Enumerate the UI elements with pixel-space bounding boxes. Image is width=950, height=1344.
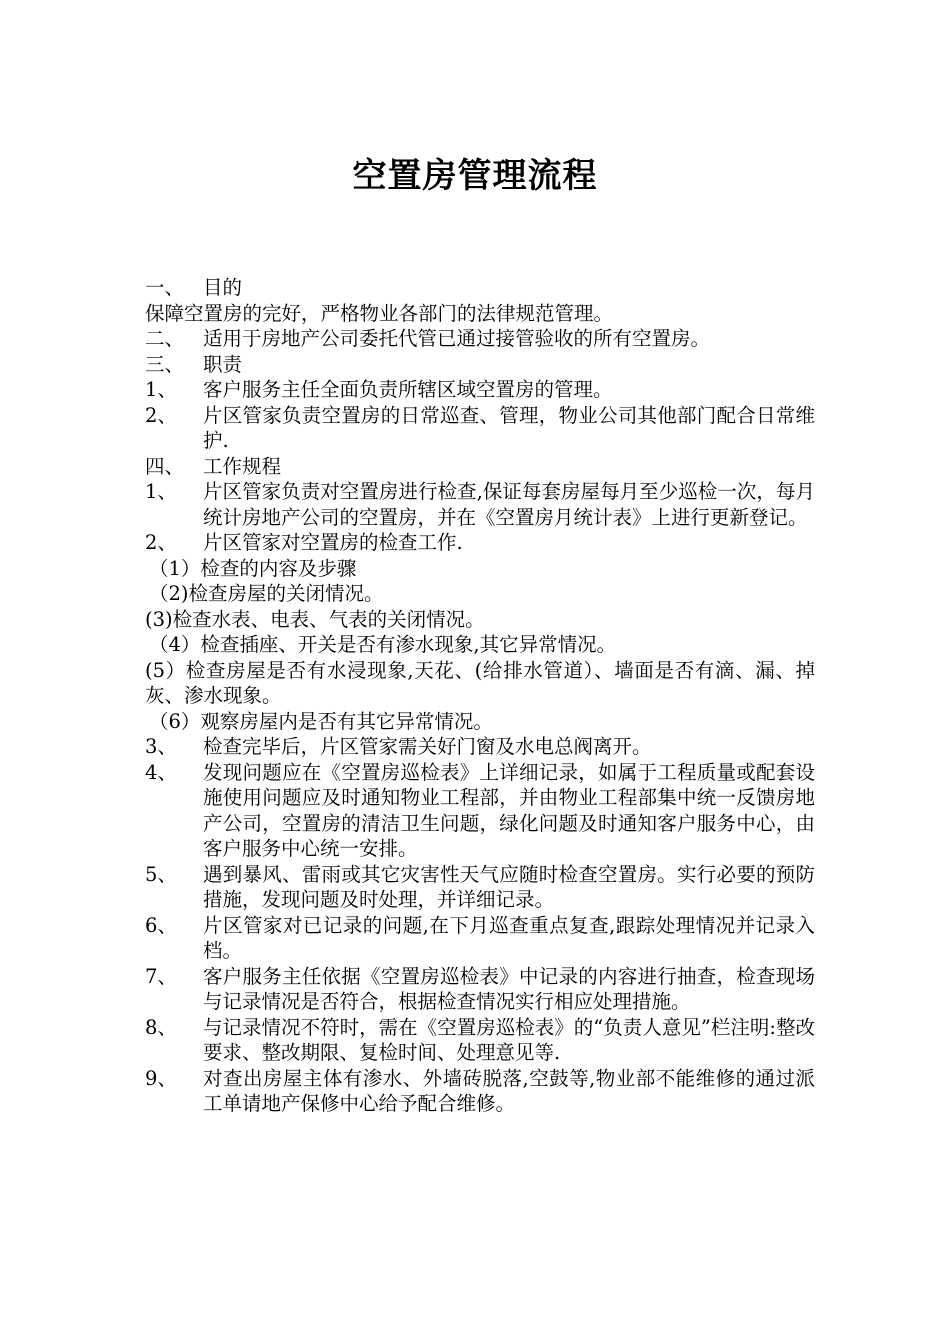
item-text: 客户服务主任依据《空置房巡检表》中记录的内容进行抽查，检查现场与记录情况是否符合，根据检查情况实行相应处理措施。	[203, 964, 815, 1013]
sub-item: (5）检查房屋是否有水浸现象,天花、(给排水管道）、墙面是否有滴、漏、掉灰、渗水现象。	[145, 658, 815, 707]
item-text: 客户服务主任全面负责所辖区域空置房的管理。	[203, 378, 613, 401]
item-number: 2、	[145, 531, 177, 554]
document-body	[145, 275, 815, 1117]
section-heading	[145, 326, 815, 352]
section-number: 二、	[145, 327, 185, 350]
list-item	[145, 760, 815, 862]
section-text: 职责	[203, 352, 243, 376]
section-text: 目的	[203, 276, 243, 299]
section-number: 一、	[145, 276, 185, 299]
item-number: 3、	[145, 735, 177, 758]
section-text: 工作规程	[203, 454, 282, 478]
sub-item: （2)检查房屋的关闭情况。	[149, 582, 384, 605]
item-text: 片区管家对已记录的问题,在下月巡查重点复查,跟踪处理情况并记录入档。	[203, 913, 815, 962]
section-heading	[145, 454, 815, 480]
item-number: 6、	[145, 913, 177, 937]
sub-item: （6）观察房屋内是否有其它异常情况。	[149, 709, 493, 733]
list-item	[145, 1066, 815, 1117]
sub-item: (3)检查水表、电表、气表的关闭情况。	[145, 607, 485, 631]
section-number: 三、	[145, 352, 185, 376]
item-text: 片区管家负责对空置房进行检查,保证每套房屋每月至少巡检一次，每月统计房地产公司的空置房，并在《空置房月统计表》上进行更新登记。	[203, 480, 815, 529]
section-heading	[145, 352, 815, 378]
item-text: 遇到暴风、雷雨或其它灾害性天气应随时检查空置房。实行必要的预防措施，发现问题及时处理，并详细记录。	[203, 862, 815, 911]
item-text: 片区管家负责空置房的日常巡查、管理，物业公司其他部门配合日常维护.	[203, 403, 815, 452]
paragraph: 保障空置房的完好，严格物业各部门的法律规范管理。	[145, 301, 614, 325]
item-text: 与记录情况不符时，需在《空置房巡检表》的“负责人意见”栏注明:整改要求、整改期限、复检时间、处理意见等.	[203, 1015, 815, 1064]
item-number: 1、	[145, 480, 177, 503]
item-text: 片区管家对空置房的检查工作.	[203, 531, 463, 554]
list-item	[145, 377, 815, 403]
item-number: 8、	[145, 1015, 177, 1039]
list-item	[145, 530, 815, 556]
list-item	[145, 403, 815, 454]
list-item	[145, 1015, 815, 1066]
item-number: 2、	[145, 403, 177, 427]
list-item	[145, 913, 815, 964]
item-number: 9、	[145, 1066, 177, 1090]
item-text: 发现问题应在《空置房巡检表》上详细记录，如属于工程质量或配套设施使用问题应及时通知物业工程部，并由物业工程部集中统一反馈房地产公司，空置房的清洁卫生问题，绿化问题及时通知客户服务中心，由客户服务中心统一安排。	[203, 760, 815, 860]
item-text: 检查完毕后，片区管家需关好门窗及水电总阀离开。	[203, 735, 652, 758]
sub-item: （4）检查插座、开关是否有渗水现象,其它异常情况。	[149, 633, 617, 656]
document-title: 空置房管理流程	[352, 156, 598, 196]
item-number: 4、	[145, 760, 177, 784]
section-number: 四、	[145, 454, 185, 478]
list-item	[145, 479, 815, 530]
list-item	[145, 734, 815, 760]
section-text: 适用于房地产公司委托代管已通过接管验收的所有空置房。	[203, 327, 711, 350]
item-text: 对查出房屋主体有渗水、外墙砖脱落,空鼓等,物业部不能维修的通过派工单请地产保修中心给予配合维修。	[203, 1066, 815, 1115]
item-number: 5、	[145, 862, 177, 886]
sub-item: （1）检查的内容及步骤	[149, 556, 357, 580]
item-number: 7、	[145, 964, 177, 988]
list-item	[145, 862, 815, 913]
item-number: 1、	[145, 378, 177, 401]
section-heading	[145, 275, 815, 301]
list-item	[145, 964, 815, 1015]
